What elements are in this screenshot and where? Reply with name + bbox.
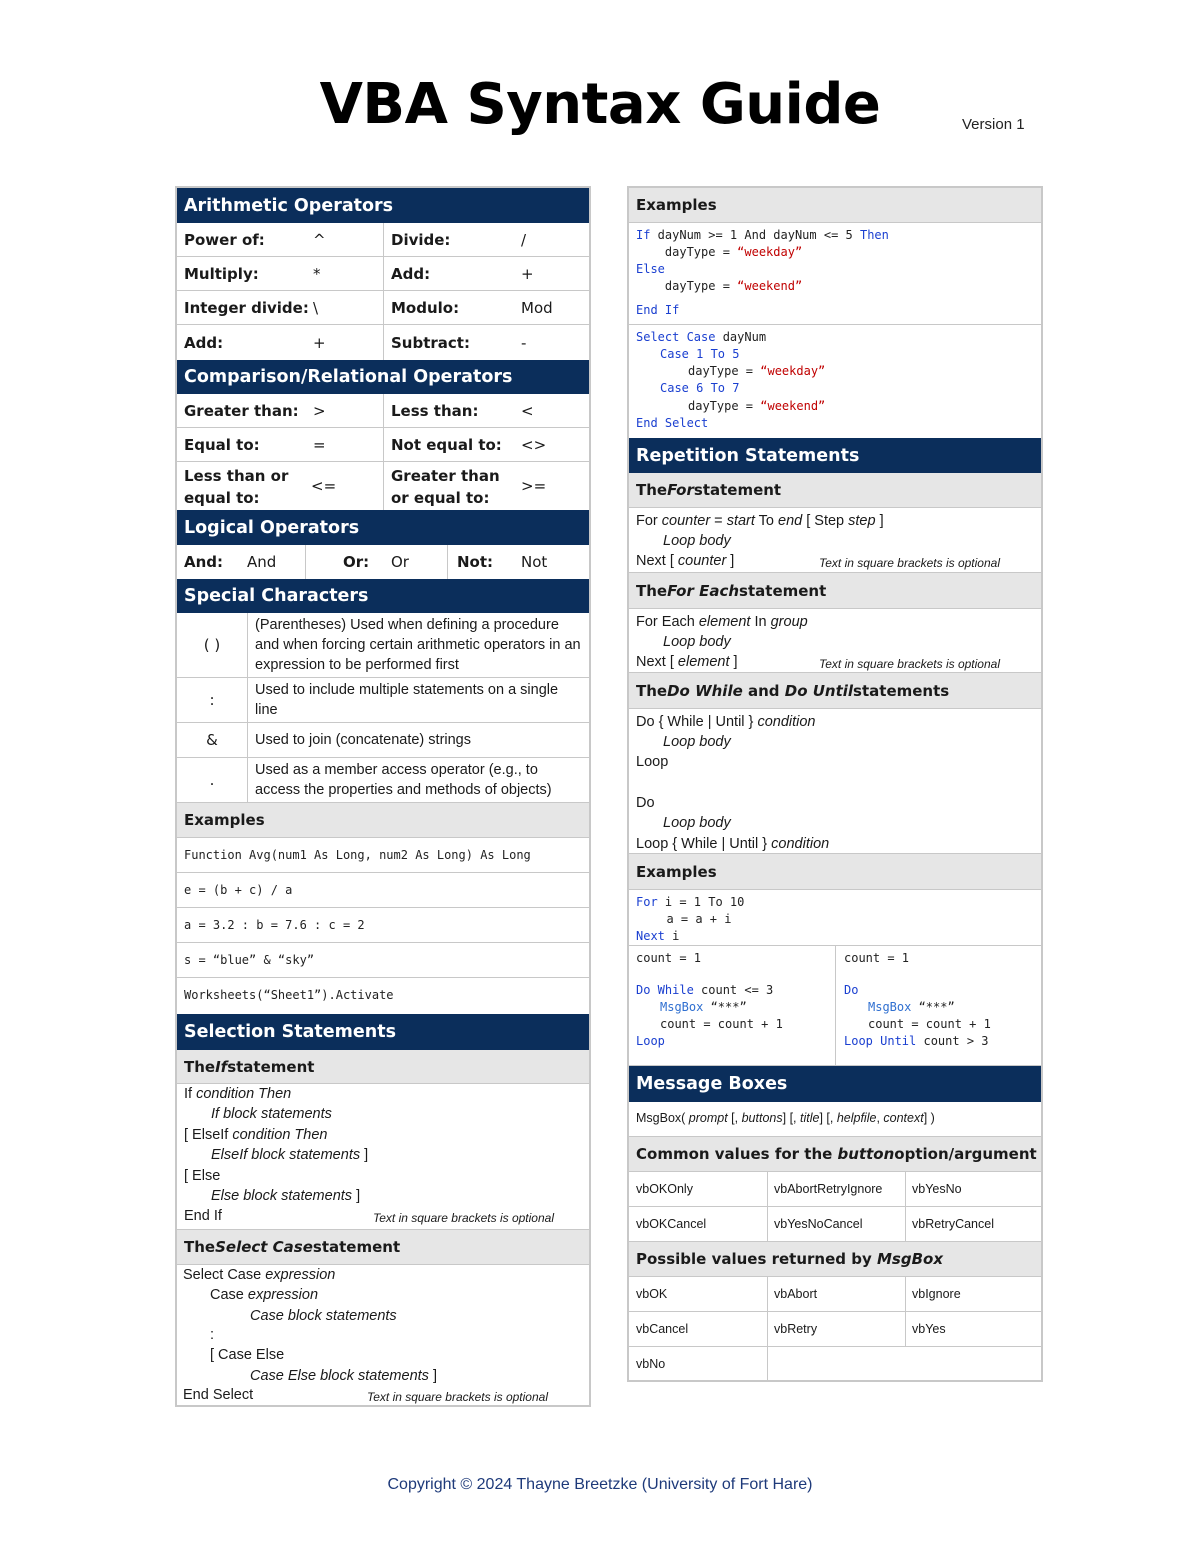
operator-label: Subtract:	[391, 333, 470, 352]
operator-label: Multiply:	[184, 264, 259, 283]
table-row: vbOKOnly vbAbortRetryIgnore vbYesNo	[629, 1172, 1041, 1207]
if-statement-syntax: If condition Then If block statements [ ElseIf condition Then ElseIf block statements ] [ Else Else block statements ] End If Text in square brackets is optional	[177, 1084, 589, 1230]
repetition-heading: Repetition Statements	[629, 438, 1041, 473]
table-row	[177, 394, 589, 428]
do-while-syntax: Do { While | Until } condition Loop body Loop Do Loop body Loop { While | Until } condition	[629, 709, 1041, 854]
table-row: vbOKCancel vbYesNoCancel vbRetryCancel	[629, 1207, 1041, 1242]
code-example: Function Avg(num1 As Long, num2 As Long) As Long	[184, 848, 531, 862]
operator-symbol: =	[313, 435, 326, 454]
operator-label: Not equal to:	[391, 435, 502, 454]
operator-symbol: /	[521, 230, 527, 249]
copyright-footer: Copyright © 2024 Thayne Breetzke (University of Fort Hare)	[387, 1476, 813, 1493]
code-row	[177, 908, 589, 943]
if-statement-heading: The If statement	[177, 1050, 589, 1084]
operator-label: Add:	[391, 264, 431, 283]
page-title: VBA Syntax Guide	[319, 72, 881, 137]
table-row	[177, 613, 589, 678]
for-each-heading: The For Each statement	[629, 573, 1041, 609]
operator-label: or equal to:	[391, 489, 490, 507]
table-row: vbOK vbAbort vbIgnore	[629, 1277, 1041, 1312]
special-description: Used to include multiple statements on a single line	[255, 682, 559, 718]
special-description: (Parentheses) Used when defining a procedure and when forcing certain arithmetic operators in an expression to be performed first	[255, 617, 581, 673]
operator-label: Greater than	[391, 467, 500, 485]
operator-symbol: -	[521, 333, 527, 352]
table-row	[177, 223, 589, 257]
special-symbol: :	[209, 691, 215, 709]
operator-symbol: \	[313, 298, 319, 317]
code-example: e = (b + c) / a	[184, 883, 293, 897]
operator-label: Less than or	[184, 467, 289, 485]
select-case-syntax: Select Case expression Case expression Case block statements : [ Case Else Case Else block statements ] End Select Text in square brackets is optional	[183, 1267, 548, 1404]
operator-symbol: And	[247, 553, 277, 571]
code-row	[177, 943, 589, 978]
operator-label: Equal to:	[184, 435, 260, 454]
code-row	[177, 978, 589, 1014]
operator-symbol: Or	[391, 553, 409, 571]
right-column	[627, 186, 1043, 1382]
code-example: a = 3.2 : b = 7.6 : c = 2	[184, 918, 365, 932]
code-row	[177, 838, 589, 873]
for-statement-syntax: For counter = start To end [ Step step ] Loop body Next [ counter ] Text in square brackets is optional	[629, 508, 1041, 573]
if-code-example: If dayNum >= 1 And dayNum <= 5 Then dayType = “weekday” Else dayType = “weekend” End If	[629, 223, 1041, 325]
code-example: Worksheets(“Sheet1”).Activate	[184, 988, 394, 1002]
table-row	[177, 723, 589, 758]
table-row	[177, 545, 589, 579]
select-case-heading: The Select Case statement	[177, 1230, 589, 1265]
operator-symbol: *	[313, 264, 321, 283]
operator-label: Or:	[343, 553, 370, 571]
table-row	[177, 758, 589, 803]
operator-symbol: >	[313, 401, 326, 420]
operator-label: Power of:	[184, 230, 265, 249]
arithmetic-heading: Arithmetic Operators	[177, 188, 589, 223]
operator-label: Greater than:	[184, 401, 299, 420]
return-values-heading: Possible values returned by MsgBox	[629, 1242, 1041, 1277]
for-statement-heading: The For statement	[629, 473, 1041, 508]
operator-symbol: <>	[521, 435, 547, 454]
optional-note: Text in square brackets is optional	[367, 1390, 548, 1404]
for-each-syntax: For Each element In group Loop body Next [ element ] Text in square brackets is optional	[629, 609, 1041, 673]
operator-label: Divide:	[391, 230, 451, 249]
special-description: Used as a member access operator (e.g., to access the properties and methods of objects)	[255, 762, 552, 798]
message-boxes-heading: Message Boxes	[629, 1066, 1041, 1102]
table-row	[177, 325, 589, 360]
select-case-code-example: Select Case dayNum Case 1 To 5 dayType = “weekday” Case 6 To 7 dayType = “weekend” End Select	[636, 330, 826, 430]
operator-symbol: +	[521, 264, 534, 283]
left-column	[175, 186, 591, 1407]
operator-symbol: +	[313, 333, 326, 352]
operator-label: Add:	[184, 333, 224, 352]
operator-symbol: ^	[313, 230, 326, 249]
table-row	[177, 257, 589, 291]
table-row	[177, 428, 589, 462]
optional-note: Text in square brackets is optional	[819, 556, 1000, 570]
special-examples-heading: Examples	[177, 803, 589, 838]
table-row	[177, 291, 589, 325]
table-row: vbCancel vbRetry vbYes	[629, 1312, 1041, 1347]
operator-symbol: >=	[521, 477, 547, 495]
selection-examples-heading: Examples	[629, 188, 1041, 223]
repetition-examples-heading: Examples	[629, 854, 1041, 890]
operator-label: And:	[184, 553, 224, 571]
optional-note: Text in square brackets is optional	[819, 657, 1000, 671]
operator-symbol: Not	[521, 553, 548, 571]
table-row: vbNo	[629, 1347, 1041, 1380]
for-code-example: For i = 1 To 10 a = a + i Next i	[629, 890, 1041, 946]
msgbox-syntax-row: MsgBox( prompt [, buttons] [, title] [, helpfile, context] )	[629, 1102, 1041, 1137]
operator-symbol: Mod	[521, 298, 553, 317]
do-while-heading: The Do While and Do Until statements	[629, 673, 1041, 709]
logical-heading: Logical Operators	[177, 510, 589, 545]
comparison-heading: Comparison/Relational Operators	[177, 360, 589, 394]
special-symbol: &	[206, 731, 218, 749]
operator-symbol: <=	[311, 477, 337, 495]
table-row	[177, 462, 589, 510]
operator-label: Not:	[457, 553, 494, 571]
optional-note: Text in square brackets is optional	[373, 1211, 554, 1225]
selection-heading: Selection Statements	[177, 1014, 589, 1050]
special-characters-heading: Special Characters	[177, 579, 589, 613]
special-symbol: .	[209, 771, 215, 789]
operator-label: Integer divide:	[184, 298, 309, 317]
code-example: s = “blue” & “sky”	[184, 953, 315, 967]
table-row	[177, 678, 589, 723]
special-description: Used to join (concatenate) strings	[255, 732, 471, 748]
version-label: Version 1	[962, 116, 1025, 133]
button-values-heading: Common values for the button option/argument	[629, 1137, 1041, 1172]
operator-label: Modulo:	[391, 298, 460, 317]
operator-label: equal to:	[184, 489, 260, 507]
operator-label: Less than:	[391, 401, 479, 420]
operator-symbol: <	[521, 401, 534, 420]
do-loop-code-examples: count = 1 Do While count <= 3 MsgBox “***” count = count + 1 Loop count = 1 Do MsgBox “***” count = count + 1 Loop Until count > 3	[629, 946, 1041, 1066]
special-symbol: ( )	[203, 636, 221, 654]
code-row	[177, 873, 589, 908]
